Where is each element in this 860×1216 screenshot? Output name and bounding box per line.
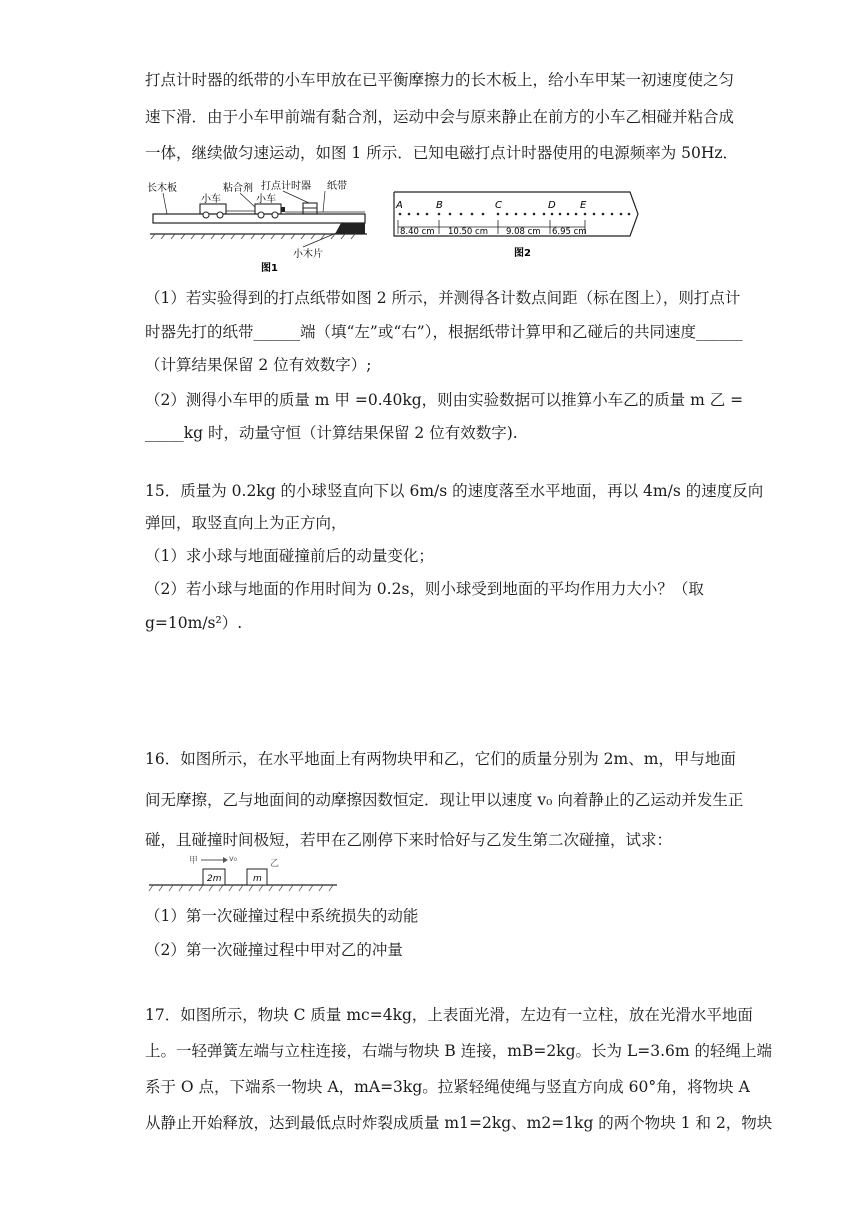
figure-q16-blocks	[145, 852, 340, 897]
q14-part-1-line-2: 时器先打的纸带______端（填“左”或“右”），根据纸带计算甲和乙碰后的共同速度______	[145, 323, 743, 341]
q14-intro-line-1: 打点计时器的纸带的小车甲放在已平衡摩擦力的长木板上，给小车甲某一初速度使之匀	[145, 71, 735, 89]
q16-part-1: （1）第一次碰撞过程中系统损失的动能	[145, 907, 419, 925]
q14-intro-line-2: 速下滑．由于小车甲前端有黏合剂，运动中会与原来静止在前方的小车乙相碰并粘合成	[145, 108, 735, 126]
label-tape: 纸带	[327, 181, 347, 192]
q14-part-2-line-2: _____kg 时，动量守恒（计算结果保留 2 位有效数字).	[145, 424, 518, 442]
q16-part-2: （2）第一次碰撞过程中甲对乙的冲量	[145, 941, 403, 959]
q15-part-2-line-2: g=10m/s²）.	[145, 614, 243, 632]
label-glue: 粘合剂	[223, 183, 253, 194]
distance-bc: 10.50 cm	[448, 227, 488, 237]
label-car-1: 小车	[201, 194, 221, 205]
q14-part-2-line-1: （2）测得小车甲的质量 m 甲 =0.40kg，则由实验数据可以推算小车乙的质量 m 乙 =	[145, 391, 744, 409]
block-jia-mass: 2m	[207, 874, 222, 884]
label-board: 长木板	[147, 183, 177, 194]
q15-part-2-line-1: （2）若小球与地面的作用时间为 0.2s，则小球受到地面的平均作用力大小？（取	[145, 580, 704, 598]
block-yi-mass: m	[253, 874, 262, 884]
figure-2-caption: 图2	[514, 248, 531, 259]
point-e: E	[580, 200, 587, 211]
distance-cd: 9.08 cm	[506, 227, 541, 237]
figure-1-cart-setup	[145, 177, 375, 275]
q15-part-1: （1）求小球与地面碰撞前后的动量变化；	[145, 547, 434, 565]
label-jia: 甲	[189, 856, 199, 866]
q14-part-1-line-3: （计算结果保留 2 位有效数字）;	[145, 356, 372, 374]
q15-line-1: 15．质量为 0.2kg 的小球竖直向下以 6m/s 的速度落至水平地面，再以 4m/s 的速度反向	[145, 482, 764, 500]
q17-line-4: 从静止开始释放，达到最低点时炸裂成质量 m1=2kg、m2=1kg 的两个物块 1 和 2，物块	[145, 1114, 773, 1132]
point-c: C	[495, 200, 502, 211]
label-block: 小木片	[293, 249, 323, 260]
q17-line-1: 17．如图所示，物块 C 质量 mc=4kg，上表面光滑，左边有一立柱，放在光滑水平地面	[145, 1006, 753, 1024]
q14-part-1-line-1: （1）若实验得到的打点纸带如图 2 所示，并测得各计数点间距（标在图上），则打点计	[145, 289, 741, 307]
q14-intro-line-3: 一体，继续做匀速运动，如图 1 所示．已知电磁打点计时器使用的电源频率为 50Hz．	[145, 144, 739, 162]
distance-ab: 8.40 cm	[400, 227, 435, 237]
label-yi: 乙	[270, 859, 280, 869]
distance-de: 6.95 cm	[552, 227, 587, 237]
label-v0: v₀	[229, 854, 237, 863]
point-b: B	[436, 200, 443, 211]
label-timer: 打点计时器	[261, 181, 311, 192]
q15-line-2: 弹回，取竖直向上为正方向，	[145, 514, 347, 532]
q16-line-1: 16．如图所示，在水平地面上有两物块甲和乙，它们的质量分别为 2m、m，甲与地面	[145, 750, 736, 768]
q17-line-2: 上。一轻弹簧左端与立柱连接，右端与物块 B 连接，mB=2kg。长为 L=3.6m 的轻绳上端	[145, 1042, 772, 1060]
q16-line-3: 碰，且碰撞时间极短，若甲在乙刚停下来时恰好与乙发生第二次碰撞，试求：	[145, 831, 673, 849]
wood-block	[335, 223, 365, 234]
glue	[281, 207, 285, 212]
point-d: D	[548, 200, 556, 211]
q17-line-3: 系于 O 点，下端系一物块 A，mA=3kg。拉紧轻绳使绳与竖直方向成 60°角，将物块 A	[145, 1078, 750, 1096]
point-a: A	[396, 200, 403, 211]
figure-2-paper-tape	[392, 190, 642, 265]
label-car-2: 小车	[256, 194, 276, 205]
q16-line-2: 间无摩擦，乙与地面间的动摩擦因数恒定．现让甲以速度 v₀ 向着静止的乙运动并发生正	[145, 791, 744, 809]
figure-1-caption: 图1	[261, 263, 278, 274]
